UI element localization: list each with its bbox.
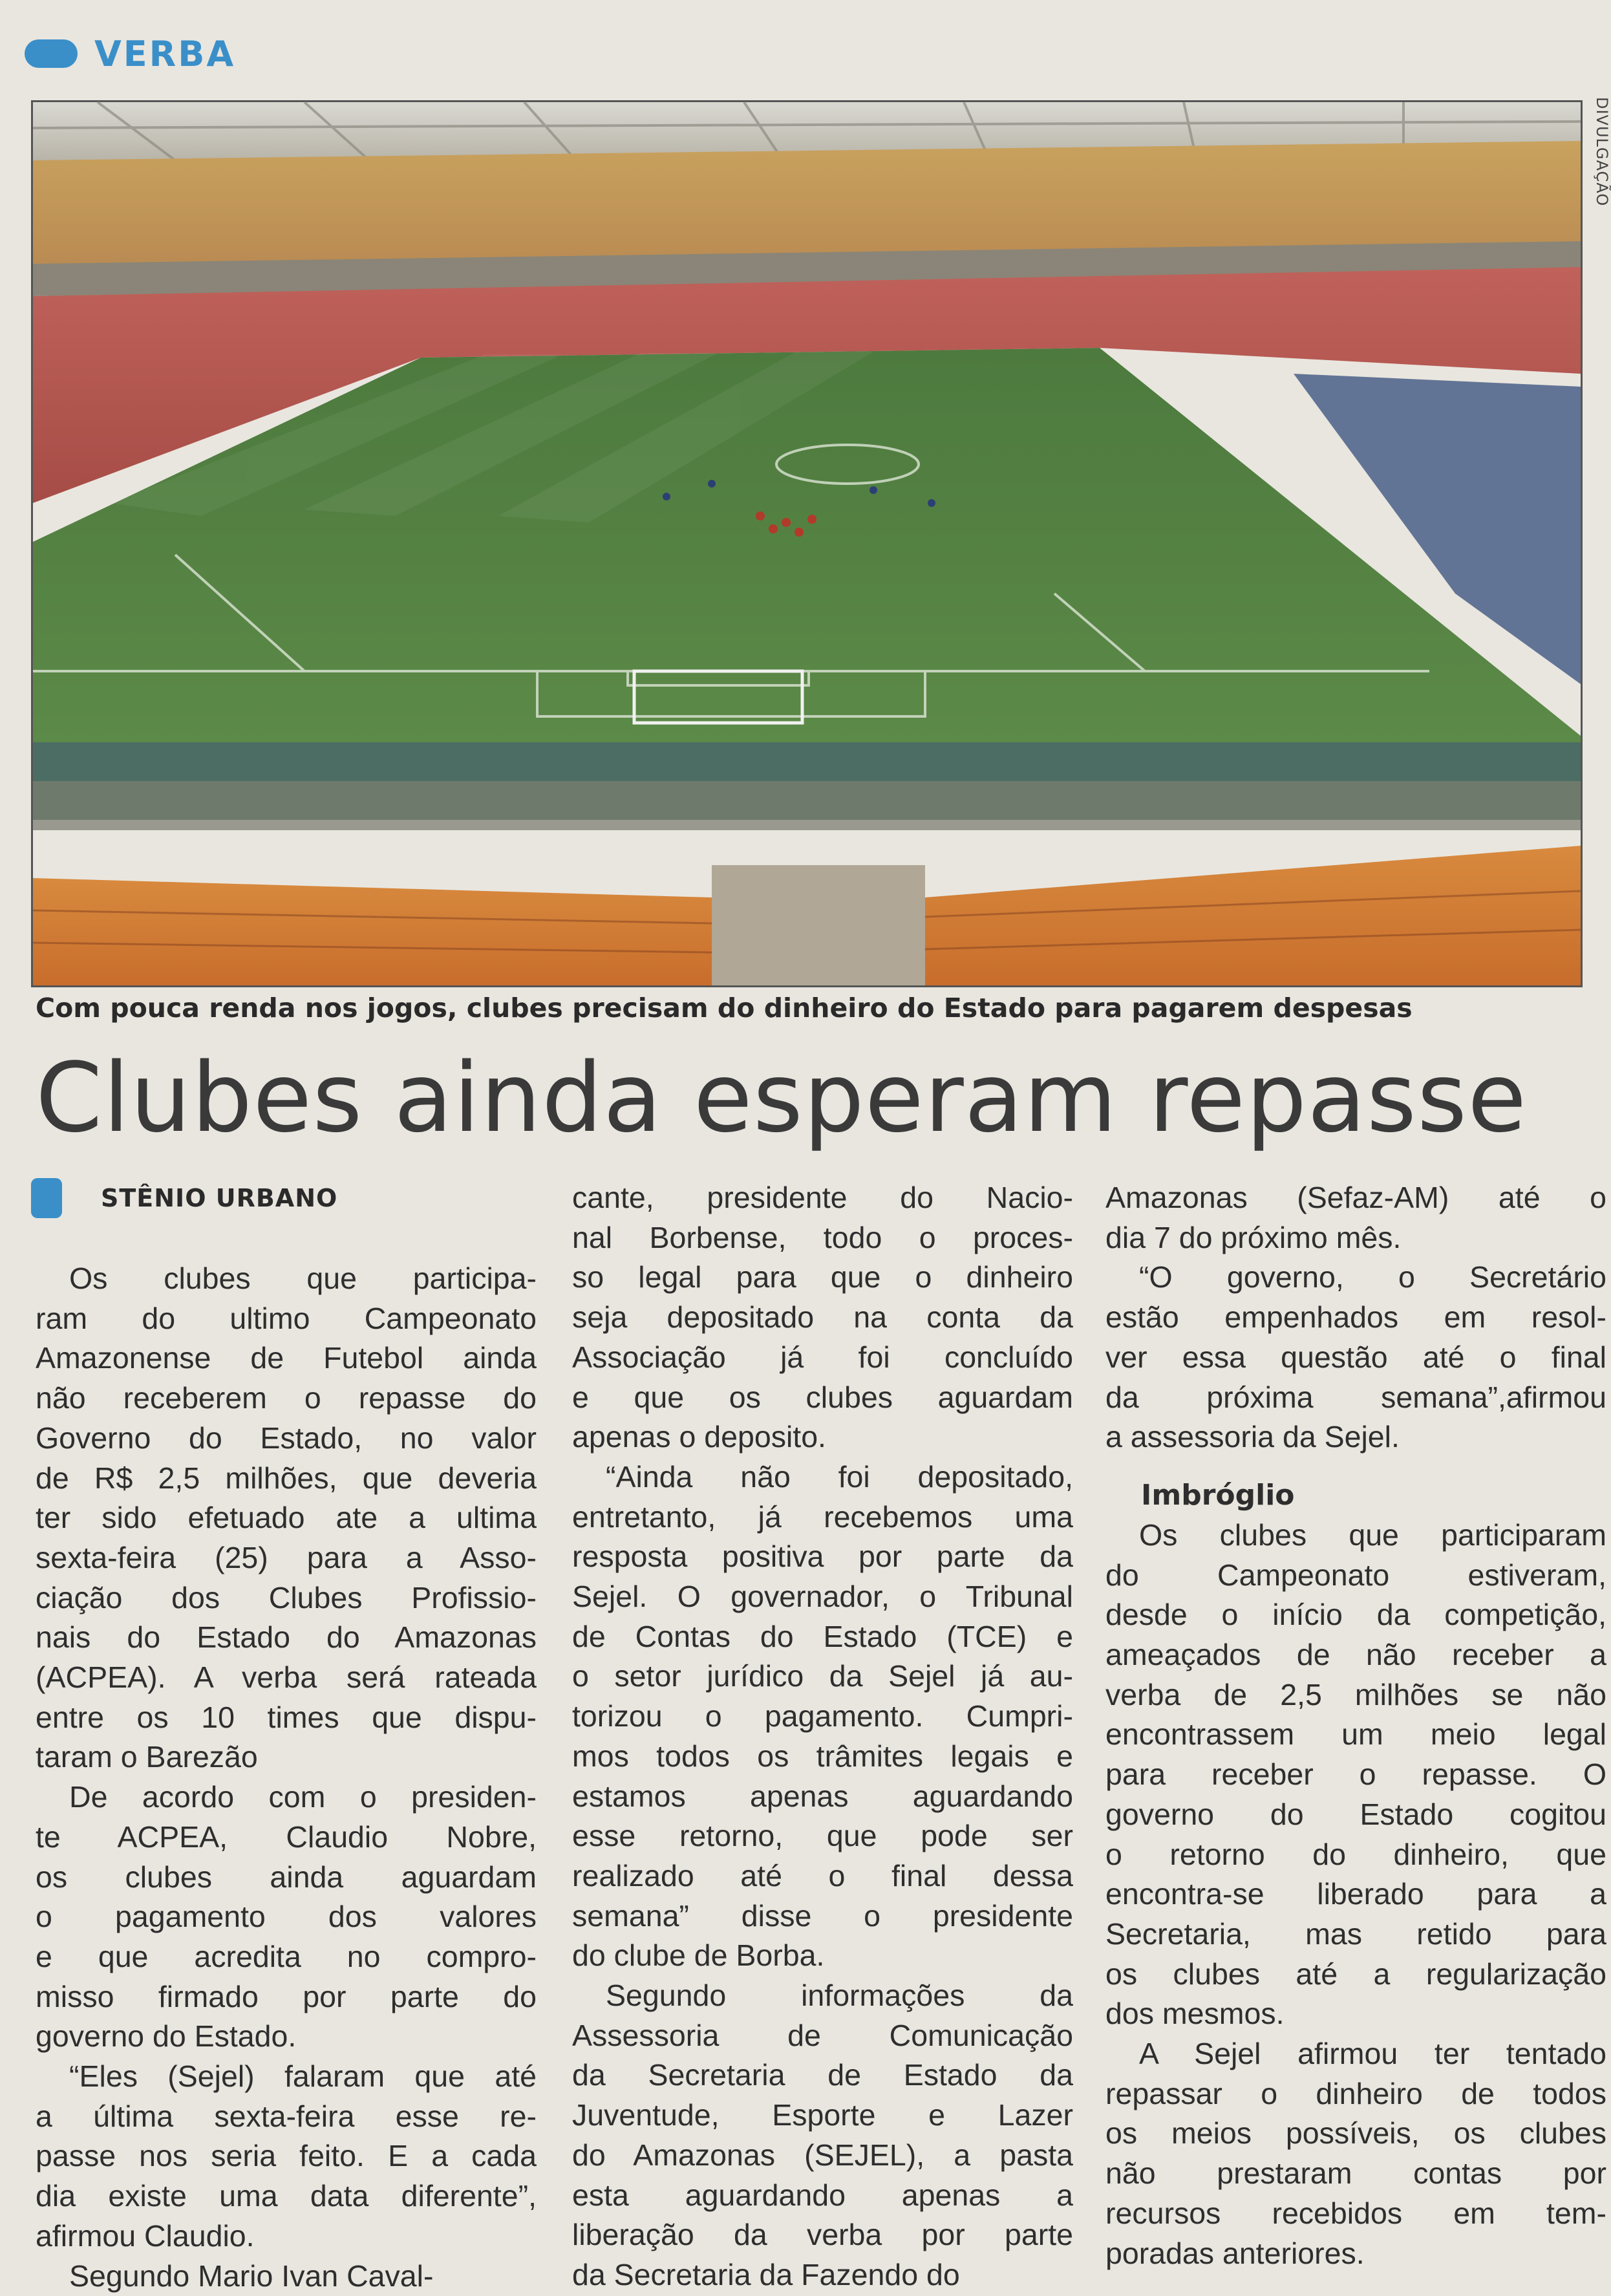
article-line: encontrassem um meio legal	[1105, 1717, 1606, 1752]
article-line: Segundo Mario Ivan Caval-	[69, 2258, 434, 2293]
article-line: Amazonas (Sefaz-AM) até o	[1105, 1181, 1606, 1214]
article-line: semana” disse o presidente	[572, 1898, 1073, 1933]
article-line: resposta positiva por parte da	[572, 1540, 1073, 1574]
article-line: Os clubes que participaram	[1139, 1518, 1606, 1552]
article-line: da Secretaria de Estado da	[572, 2058, 1073, 2092]
article-line: desde o início da competição,	[1105, 1598, 1606, 1632]
headline: Clubes ainda esperam repasse	[36, 1042, 1528, 1153]
article-line: Governo do Estado, no valor	[36, 1421, 537, 1455]
article-line: Assessoria de Comunicação	[572, 2018, 1073, 2052]
article-line: do clube de Borba.	[572, 1938, 825, 1973]
article-line: A Sejel afirmou ter tentado	[1139, 2037, 1606, 2071]
article-line: os clubes ainda aguardam	[36, 1860, 537, 1894]
article-line: Associação já foi concluído	[572, 1340, 1073, 1374]
article-line: te ACPEA, Claudio Nobre,	[36, 1819, 537, 1854]
section-tag	[25, 32, 235, 75]
article-line: esse retorno, que pode ser	[572, 1819, 1073, 1853]
article-line: do Amazonas (SEJEL), a pasta	[572, 2138, 1073, 2172]
article-line: dos mesmos.	[1105, 1997, 1285, 2031]
article-line: passe nos seria feito. E a cada	[36, 2139, 537, 2173]
section-label: VERBA	[94, 33, 236, 74]
article-line: dia 7 do próximo mês.	[1105, 1220, 1402, 1254]
article-line: ameaçados de não receber a	[1105, 1638, 1606, 1672]
article-line: ciação dos Clubes Profissio-	[36, 1580, 537, 1615]
article-line: recursos recebidos em tem-	[1105, 2196, 1606, 2230]
article-line: Sejel. O governador, o Tribunal	[572, 1580, 1073, 1614]
photo-caption: Com pouca renda nos jogos, clubes precisam do dinheiro do Estado para pagarem despesas	[36, 992, 1413, 1024]
article-line: Amazonense de Futebol ainda	[36, 1341, 537, 1375]
article-line: estão empenhados em resol-	[1105, 1300, 1606, 1335]
article-line: Segundo informações da	[606, 1979, 1073, 2013]
article-line: a assessoria da Sejel.	[1105, 1420, 1400, 1454]
article-line: so legal para que o dinheiro	[572, 1260, 1073, 1294]
article-line: De acordo com o presiden-	[69, 1780, 537, 1814]
article-line: mos todos os trâmites legais e	[572, 1739, 1073, 1773]
article-line: os meios possíveis, os clubes	[1105, 2116, 1606, 2151]
article-line: “O governo, o Secretário	[1139, 1260, 1606, 1294]
article-line: de R$ 2,5 milhões, que deveria	[36, 1461, 537, 1495]
article-line: encontra-se liberado para a	[1105, 1877, 1606, 1911]
article-line: e que acredita no compro-	[36, 1939, 537, 1973]
article-line: sexta-feira (25) para a Asso-	[36, 1540, 537, 1574]
article-line: esta aguardando apenas a	[572, 2178, 1073, 2212]
byline-mark-icon	[31, 1178, 62, 1218]
article-line: nais do Estado do Amazonas	[36, 1620, 537, 1655]
photo-credit: DIVULGAÇÃO	[1593, 97, 1611, 207]
subhead: Imbróglio	[1141, 1478, 1295, 1512]
article-line: entre os 10 times que dispu-	[36, 1700, 537, 1734]
article-line: Os clubes que participa-	[69, 1261, 537, 1295]
article-line: para receber o repasse. O	[1105, 1757, 1606, 1792]
article-line: não receberem o repasse do	[36, 1381, 537, 1415]
article-line: “Ainda não foi depositado,	[606, 1459, 1073, 1494]
article-line: “Eles (Sejel) falaram que até	[69, 2059, 537, 2094]
article-line: torizou o pagamento. Cumpri-	[572, 1699, 1073, 1733]
article-line: cante, presidente do Nacio-	[572, 1181, 1073, 1214]
article-line: dia existe uma data diferente”,	[36, 2179, 537, 2213]
article-line: os clubes até a regularização	[1105, 1957, 1606, 1991]
article-line: afirmou Claudio.	[36, 2218, 255, 2253]
stadium-photo	[31, 100, 1583, 987]
article-line: governo do Estado cogitou	[1105, 1797, 1606, 1831]
article-line: não prestaram contas por	[1105, 2156, 1606, 2191]
article-line: liberação da verba por parte	[572, 2218, 1073, 2252]
article-line: e que os clubes aguardam	[572, 1380, 1073, 1414]
article-line: o setor jurídico da Sejel já au-	[572, 1659, 1073, 1693]
article-line: do Campeonato estiveram,	[1105, 1558, 1606, 1592]
article-column-3	[1105, 1178, 1606, 2273]
article-column-2	[572, 1178, 1073, 2295]
article-column-1	[36, 1259, 537, 2296]
article-line: nal Borbense, todo o proces-	[572, 1220, 1073, 1254]
article-line: Juventude, Esporte e Lazer	[572, 2098, 1073, 2132]
byline	[31, 1178, 337, 1218]
article-line: o pagamento dos valores	[36, 1900, 537, 1934]
article-line: ver essa questão até o final	[1105, 1340, 1606, 1374]
article-line: seja depositado na conta da	[572, 1300, 1073, 1335]
article-line: ter sido efetuado ate a ultima	[36, 1501, 537, 1535]
byline-author: STÊNIO URBANO	[101, 1184, 338, 1212]
article-line: misso firmado por parte do	[36, 1979, 537, 2013]
article-line: Secretaria, mas retido para	[1105, 1916, 1606, 1951]
article-line: verba de 2,5 milhões se não	[1105, 1677, 1606, 1711]
section-pill-icon	[25, 39, 78, 68]
article-line: da Secretaria da Fazendo do	[572, 2257, 960, 2291]
article-line: de Contas do Estado (TCE) e	[572, 1619, 1073, 1653]
article-line: repassar o dinheiro de todos	[1105, 2076, 1606, 2110]
article-line: taram o Barezão	[36, 1740, 258, 1774]
article-line: governo do Estado.	[36, 2019, 297, 2054]
article-line: apenas o deposito.	[572, 1420, 826, 1454]
article-line: entretanto, já recebemos uma	[572, 1499, 1073, 1534]
article-line: ram do ultimo Campeonato	[36, 1301, 537, 1335]
article-line: poradas anteriores.	[1105, 2236, 1365, 2270]
article-line: o retorno do dinheiro, que	[1105, 1837, 1606, 1871]
article-line: a última sexta-feira esse re-	[36, 2099, 537, 2133]
article-line: da próxima semana”,afirmou	[1105, 1380, 1606, 1414]
article-line: realizado até o final dessa	[572, 1858, 1073, 1893]
article-line: (ACPEA). A verba será rateada	[36, 1660, 537, 1695]
article-line: estamos apenas aguardando	[572, 1779, 1073, 1813]
